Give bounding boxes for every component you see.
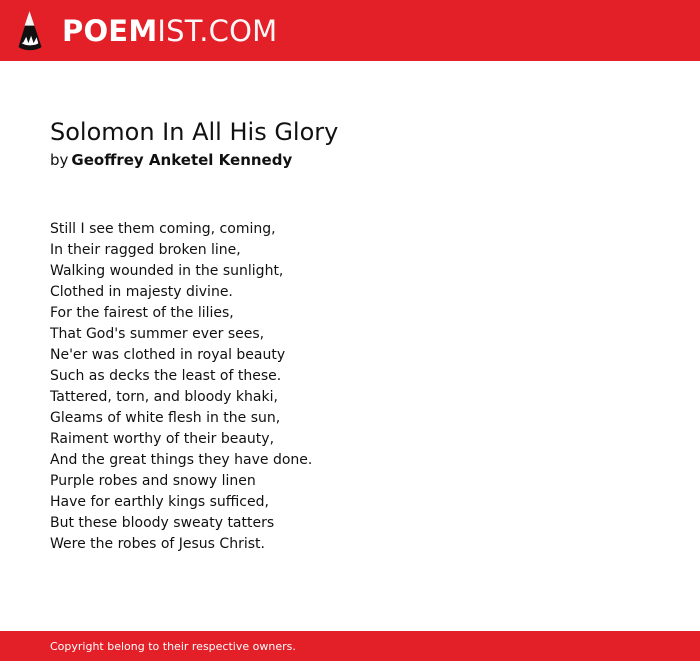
poem-title: Solomon In All His Glory xyxy=(50,118,339,146)
poem-line: In their ragged broken line, xyxy=(50,242,241,258)
poem-line: Have for earthly kings sufficed, xyxy=(50,494,269,510)
site-footer xyxy=(0,631,700,661)
poem-line: Walking wounded in the sunlight, xyxy=(50,263,284,279)
poem-body xyxy=(50,219,550,555)
site-logo-link[interactable] xyxy=(16,9,277,53)
poem-line: Ne'er was clothed in royal beauty xyxy=(50,347,286,363)
site-wordmark-strong: POEM xyxy=(62,14,158,48)
site-wordmark-light: IST.COM xyxy=(157,14,278,48)
poem-line: Gleams of white flesh in the sun, xyxy=(50,410,281,426)
byline-prefix: by xyxy=(50,151,69,169)
poem-author: Geoffrey Anketel Kennedy xyxy=(71,151,293,169)
poem-line: Were the robes of Jesus Christ. xyxy=(50,536,265,552)
poem-line: That God's summer ever sees, xyxy=(50,326,265,342)
poem-line: Raiment worthy of their beauty, xyxy=(50,431,275,447)
poem-line: For the fairest of the lilies, xyxy=(50,305,234,321)
pencil-tip-icon xyxy=(16,9,44,53)
poem-line: Clothed in majesty divine. xyxy=(50,284,233,300)
site-wordmark xyxy=(62,9,277,53)
copyright-notice: Copyright belong to their respective owners. xyxy=(50,640,296,653)
poem-line: Tattered, torn, and bloody khaki, xyxy=(50,389,278,405)
poem-byline xyxy=(50,149,650,171)
poem-line: Such as decks the least of these. xyxy=(50,368,282,384)
poem-line: Purple robes and snowy linen xyxy=(50,473,256,489)
site-header xyxy=(0,0,700,61)
poem-line: Still I see them coming, coming, xyxy=(50,221,276,237)
poem-header xyxy=(50,116,650,171)
poem-line: But these bloody sweaty tatters xyxy=(50,515,275,531)
poem-line: And the great things they have done. xyxy=(50,452,313,468)
